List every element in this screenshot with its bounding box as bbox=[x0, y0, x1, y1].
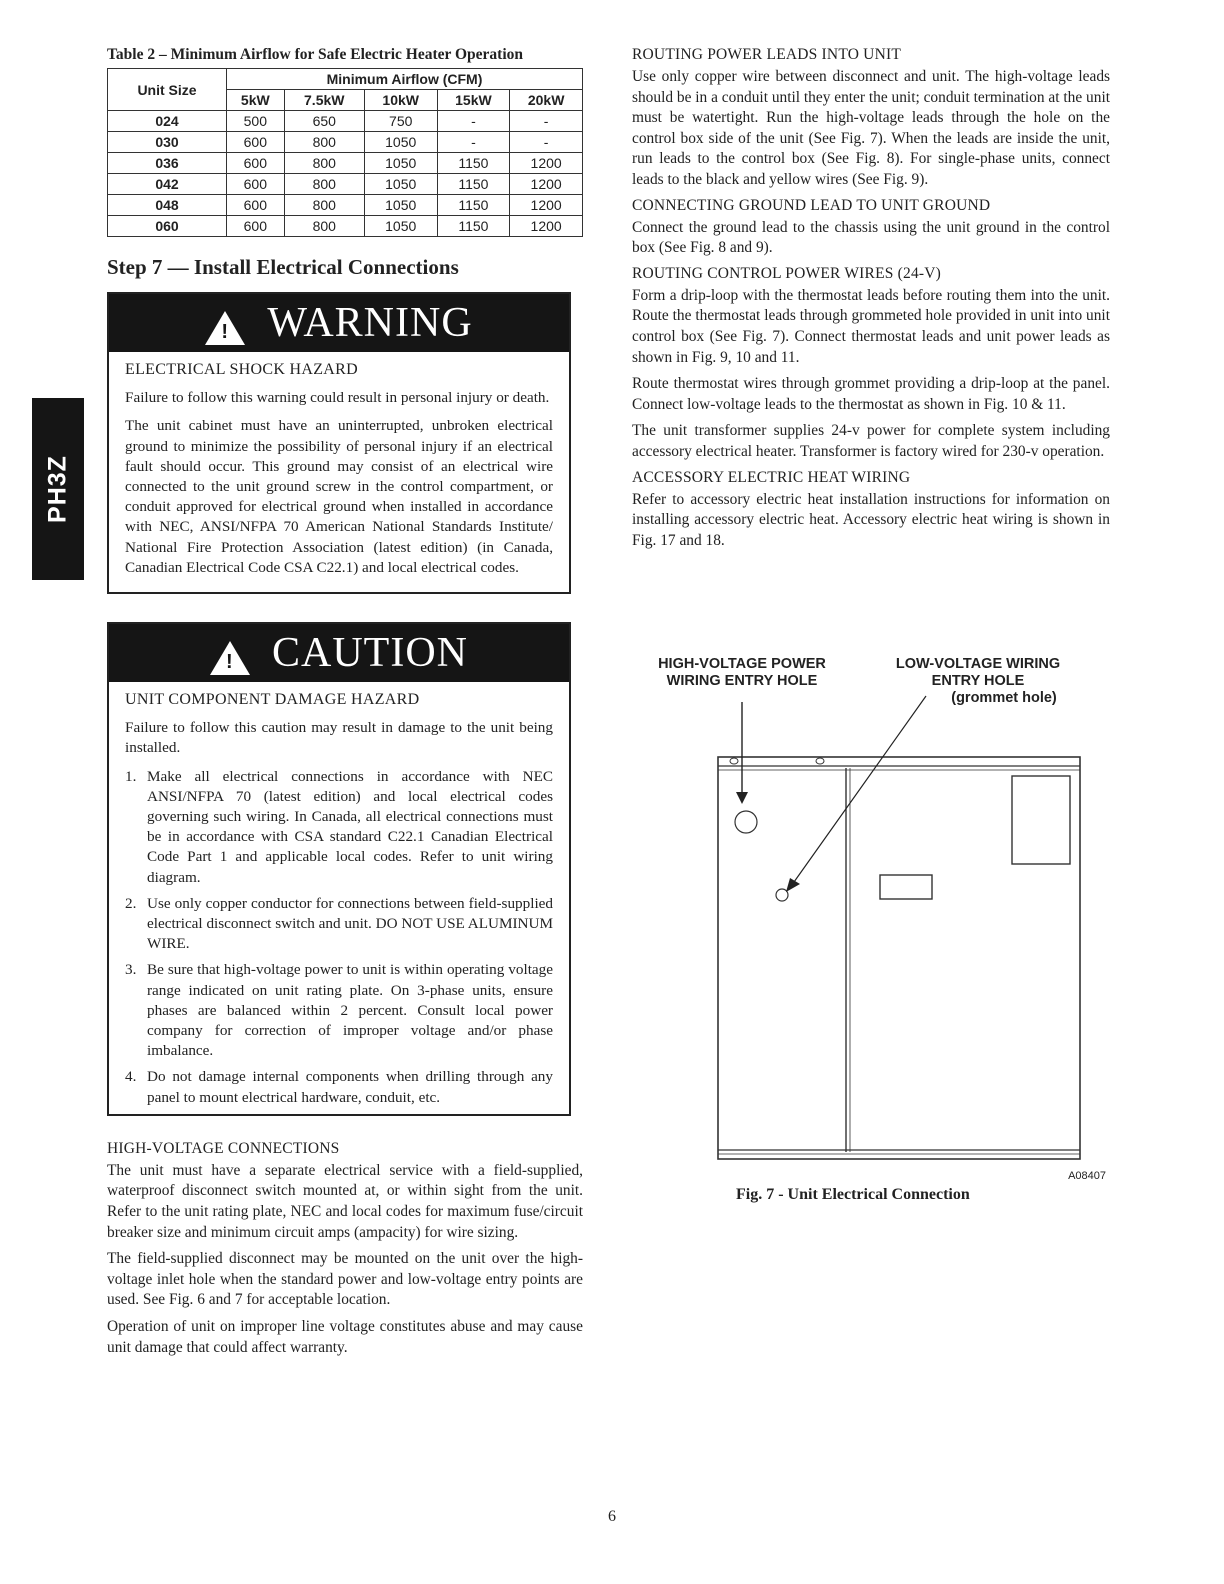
caution-triangle-icon: ! bbox=[210, 641, 250, 675]
airflow-table bbox=[107, 68, 583, 237]
airflow-cell: 600 bbox=[227, 132, 285, 153]
airflow-cell: 1150 bbox=[437, 174, 510, 195]
paragraph: The unit must have a separate electrical service with a field-supplied, waterproof disconnect switch mounted at, or within sight from the unit. Refer to the unit rating plate, NEC and local codes for maximum fuse/circuit breaker size and minimum circuit amps (ampacity) for wire sizing. bbox=[107, 1161, 583, 1241]
airflow-column-header: 10kW bbox=[364, 90, 437, 111]
table-row bbox=[108, 153, 583, 174]
side-tab bbox=[32, 398, 84, 580]
table-row bbox=[108, 216, 583, 237]
caution-paragraph: Failure to follow this caution may result in damage to the unit being installed. bbox=[125, 719, 553, 757]
hv-label: HIGH-VOLTAGE POWER WIRING ENTRY HOLE bbox=[658, 656, 826, 689]
section-heading: CONNECTING GROUND LEAD TO UNIT GROUND bbox=[632, 196, 991, 214]
airflow-cell: 600 bbox=[227, 153, 285, 174]
lv-arrow-head bbox=[786, 878, 800, 892]
lv-label: LOW-VOLTAGE WIRING ENTRY HOLE (grommet hole) bbox=[895, 656, 1061, 706]
caution-list-item: 2. Use only copper conductor for connections between field-supplied electrical disconnect switch and unit. DO NOT USE ALUMINUM WIRE. bbox=[125, 894, 553, 953]
paragraph: Route thermostat wires through grommet providing a drip-loop at the panel. Connect low-voltage leads to the thermostat as shown in Fig. 10 & 11. bbox=[632, 375, 1110, 413]
warning-paragraph: Failure to follow this warning could result in personal injury or death. bbox=[125, 389, 550, 407]
table-row bbox=[108, 174, 583, 195]
airflow-group-header: Minimum Airflow (CFM) bbox=[227, 69, 583, 90]
airflow-cell: 800 bbox=[284, 216, 364, 237]
unit-size-cell: 036 bbox=[108, 153, 227, 174]
airflow-cell: 800 bbox=[284, 174, 364, 195]
control-label-plate bbox=[880, 875, 932, 899]
airflow-cell: - bbox=[437, 132, 510, 153]
airflow-cell: 1150 bbox=[437, 216, 510, 237]
airflow-cell: 600 bbox=[227, 216, 285, 237]
lv-arrow-line bbox=[794, 696, 926, 882]
airflow-cell: 500 bbox=[227, 111, 285, 132]
paragraph: Connect the ground lead to the chassis using the unit ground in the control box (See Fig. 8 and 9). bbox=[632, 218, 1110, 257]
airflow-column-header: 5kW bbox=[227, 90, 285, 111]
table-row bbox=[108, 195, 583, 216]
high-voltage-hole bbox=[735, 811, 757, 833]
caution-list bbox=[125, 767, 553, 1108]
warning-box bbox=[107, 292, 571, 594]
section-heading: HIGH-VOLTAGE CONNECTIONS bbox=[107, 1139, 340, 1157]
airflow-cell: 1050 bbox=[364, 132, 437, 153]
airflow-cell: 600 bbox=[227, 174, 285, 195]
unit-size-header: Unit Size bbox=[108, 69, 227, 111]
airflow-cell: 800 bbox=[284, 132, 364, 153]
top-hole bbox=[816, 758, 824, 764]
warning-paragraph: The unit cabinet must have an uninterrupted, unbroken electrical ground to minimize the possibility of personal injury if an electrical fault should occur. This ground may consist of an electrical wire connected to the unit ground screw in the control compartment, or conduit approved for electrical ground when installed in accordance with NEC, ANSI/NFPA 70 American National Standards Institute/ National Fire Protection Association (latest edition) (in Canada, Canadian Electrical Code CSA C22.1) and local electrical codes. bbox=[125, 417, 553, 576]
caution-list-item: 1. Make all electrical connections in accordance with NEC ANSI/NFPA 70 (latest edition) and local electrical codes governing such wiring. In Canada, all electrical connections must be in accordance with CSA standard C22.1 Canadian Electrical Code Part 1 and applicable local codes. Refer to unit wiring diagram. bbox=[125, 767, 553, 886]
step-title: Step 7 — Install Electrical Connections bbox=[107, 255, 459, 279]
unit-size-cell: 042 bbox=[108, 174, 227, 195]
warning-hazard: ELECTRICAL SHOCK HAZARD bbox=[125, 361, 358, 378]
paragraph: The field-supplied disconnect may be mounted on the unit over the high-voltage inlet hole when the standard power and low-voltage entry points are used. See Fig. 6 and 7 for acceptable location. bbox=[107, 1250, 583, 1309]
airflow-cell: 1150 bbox=[437, 153, 510, 174]
low-voltage-hole bbox=[776, 889, 788, 901]
airflow-cell: 1150 bbox=[437, 195, 510, 216]
airflow-cell: 1200 bbox=[510, 195, 583, 216]
warning-triangle-icon: ! bbox=[205, 311, 245, 345]
warning-header bbox=[109, 294, 569, 352]
caution-list-item: 4. Do not damage internal components when drilling through any panel to mount electrical hardware, conduit, etc. bbox=[125, 1068, 553, 1106]
airflow-column-header: 7.5kW bbox=[284, 90, 364, 111]
caution-list-item: 3. Be sure that high-voltage power to unit is within operating voltage range indicated on unit rating plate. On 3-phase units, ensure phases are balanced within 2 percent. Consult local power company for correction of improper voltage and/or phase imbalance. bbox=[125, 961, 553, 1060]
table-row bbox=[108, 111, 583, 132]
right-column bbox=[632, 46, 1110, 557]
airflow-cell: - bbox=[510, 132, 583, 153]
airflow-cell: - bbox=[437, 111, 510, 132]
caution-title: CAUTION bbox=[272, 630, 468, 677]
table-row bbox=[108, 132, 583, 153]
figure-code: A08407 bbox=[1068, 1170, 1106, 1182]
section-heading: ACCESSORY ELECTRIC HEAT WIRING bbox=[632, 468, 911, 486]
airflow-column-header: 20kW bbox=[510, 90, 583, 111]
airflow-column-header: 15kW bbox=[437, 90, 510, 111]
unit-size-cell: 030 bbox=[108, 132, 227, 153]
caution-box bbox=[107, 622, 571, 1116]
airflow-cell: 1200 bbox=[510, 216, 583, 237]
high-voltage-section bbox=[107, 1140, 583, 1358]
page-number: 6 bbox=[608, 1508, 616, 1525]
hv-arrow-head bbox=[736, 792, 748, 804]
airflow-cell: 750 bbox=[364, 111, 437, 132]
airflow-cell: 1050 bbox=[364, 216, 437, 237]
access-panel bbox=[1012, 776, 1070, 864]
unit-size-cell: 060 bbox=[108, 216, 227, 237]
side-tab-label: PH3Z bbox=[43, 455, 72, 523]
top-hole bbox=[730, 758, 738, 764]
airflow-cell: 600 bbox=[227, 195, 285, 216]
figure-unit-electrical-connection bbox=[632, 652, 1110, 1212]
left-column bbox=[107, 46, 583, 1364]
paragraph: The unit transformer supplies 24-v power for complete system including accessory electrical heater. Transformer is factory wired for 230-v operation. bbox=[632, 422, 1110, 460]
paragraph: Refer to accessory electric heat installation instructions for information on installing accessory electric heat. Accessory electric heat wiring is shown in Fig. 17 and 18. bbox=[632, 490, 1110, 549]
caution-hazard: UNIT COMPONENT DAMAGE HAZARD bbox=[125, 691, 420, 709]
section-heading: ROUTING CONTROL POWER WIRES (24-V) bbox=[632, 264, 942, 282]
unit-size-cell: 024 bbox=[108, 111, 227, 132]
unit-diagram bbox=[632, 652, 1110, 1212]
airflow-cell: 800 bbox=[284, 153, 364, 174]
unit-cabinet-outline bbox=[718, 757, 1080, 1159]
airflow-cell: 1200 bbox=[510, 153, 583, 174]
airflow-cell: 650 bbox=[284, 111, 364, 132]
airflow-cell: 1200 bbox=[510, 174, 583, 195]
airflow-cell: 1050 bbox=[364, 195, 437, 216]
paragraph: Form a drip-loop with the thermostat leads before routing them into the unit. Route the thermostat leads through grommeted hole provided in unit into unit control box (See Fig. 7). Connect thermostat leads and unit power leads as shown in Fig. 9, 10 and 11. bbox=[632, 286, 1110, 366]
airflow-cell: 800 bbox=[284, 195, 364, 216]
airflow-cell: 1050 bbox=[364, 153, 437, 174]
warning-title: WARNING bbox=[267, 300, 473, 346]
unit-size-cell: 048 bbox=[108, 195, 227, 216]
table-title: Table 2 – Minimum Airflow for Safe Electric Heater Operation bbox=[107, 46, 523, 63]
section-heading: ROUTING POWER LEADS INTO UNIT bbox=[632, 46, 901, 63]
airflow-cell: 1050 bbox=[364, 174, 437, 195]
paragraph: Use only copper wire between disconnect and unit. The high-voltage leads should be in a conduit until they enter the unit; conduit termination at the unit must be watertight. Run the high-voltage leads through the hole on the control box side of the unit (See Fig. 7). When the leads are inside the unit, run leads to the control box (See Fig. 8). For single-phase units, connect leads to the black and yellow wires (See Fig. 9). bbox=[632, 68, 1110, 188]
paragraph: Operation of unit on improper line voltage constitutes abuse and may cause unit damage that could affect warranty. bbox=[107, 1318, 583, 1356]
figure-caption: Fig. 7 - Unit Electrical Connection bbox=[736, 1186, 970, 1203]
airflow-cell: - bbox=[510, 111, 583, 132]
caution-header bbox=[109, 624, 569, 682]
